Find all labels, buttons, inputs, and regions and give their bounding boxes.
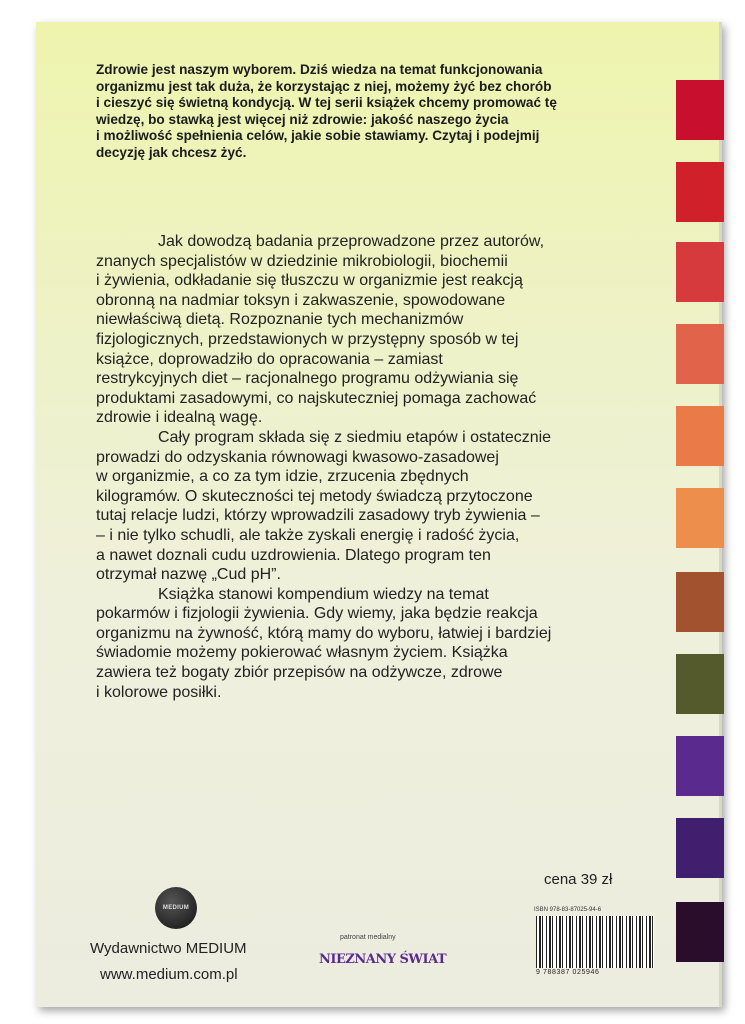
color-stripe <box>676 572 724 632</box>
media-patron-label: patronat medialny <box>340 934 396 941</box>
paragraph-2: Cały program składa się z siedmiu etapów i ostatecznie prowadzi do odzyskania równowagi kwasowo-zasadowej w organizmie, a co za tym idzie, zrzucenia zbędnych kilogramów. O skuteczności tej metody świadczą przytoczone tutaj relacje ludzi, którzy wprowadzili zasadowy tryb żywienia – – i nie tylko schudli, ale także zyskali energię i radość życia, a nawet doznali cudu uzdrowienia. Dlatego program ten otrzymał nazwę „Cud pH”. <box>96 428 552 584</box>
color-stripe <box>676 818 724 878</box>
color-stripe <box>676 242 724 302</box>
barcode <box>536 916 654 968</box>
color-stripe <box>676 80 724 140</box>
description-body <box>96 232 656 702</box>
color-stripe <box>676 736 724 796</box>
color-stripe <box>676 654 724 714</box>
paragraph-3: Książka stanowi kompendium wiedzy na temat pokarmów i fizjologii żywienia. Gdy wiemy, jaka będzie reakcja organizmu na żywność, którą mamy do wyboru, łatwiej i bardziej świadomie możemy pokierować własnym życiem. Książka zawiera też bogaty zbiór przepisów na odżywcze, zdrowe i kolorowe posiłki. <box>96 585 552 701</box>
color-stripe <box>676 902 724 962</box>
color-stripe <box>676 406 724 466</box>
magazine-logo: NIEZNANY ŚWIAT <box>319 952 447 967</box>
color-stripe <box>676 324 724 384</box>
publisher-website: www.medium.com.pl <box>100 966 238 983</box>
intro-text: Zdrowie jest naszym wyborem. Dziś wiedza na temat funkcjonowania organizmu jest tak duża, że korzystając z niej, możemy żyć bez chorób i cieszyć się świetną kondycją. W tej serii książek chcemy promować tę wiedzę, bo stawką jest więcej niż zdrowie: jakość naszego życia i możliwość spełnienia celów, jakie sobie stawiamy. Czytaj i podejmij decyzję jak chcesz żyć. <box>96 62 557 160</box>
color-stripe <box>676 162 724 222</box>
medium-logo <box>155 887 197 929</box>
book-back-cover <box>36 22 722 1007</box>
publisher-name: Wydawnictwo MEDIUM <box>90 940 247 957</box>
price-label: cena 39 zł <box>544 871 613 888</box>
isbn-label: ISBN 978-83-87025-94-6 <box>534 907 602 913</box>
color-stripe <box>676 488 724 548</box>
barcode-digits: 9 788387 025946 <box>536 969 600 976</box>
logo-text: MEDIUM <box>162 905 190 911</box>
paragraph-1: Jak dowodzą badania przeprowadzone przez autorów, znanych specjalistów w dziedzinie mikrobiologii, biochemii i żywienia, odkładanie się tłuszczu w organizmie jest reakcją obronną na nadmiar toksyn i zakwaszenie, spowodowane niewłaściwą dietą. Rozpoznanie tych mechanizmów fizjologicznych, przedstawionych w przystępny sposób w tej książce, doprowadziło do opracowania – zamiast restrykcyjnych diet – racjonalnego programu odżywiania się produktami zasadowymi, co najskuteczniej pomaga zachować zdrowie i idealną wagę. <box>96 233 545 427</box>
